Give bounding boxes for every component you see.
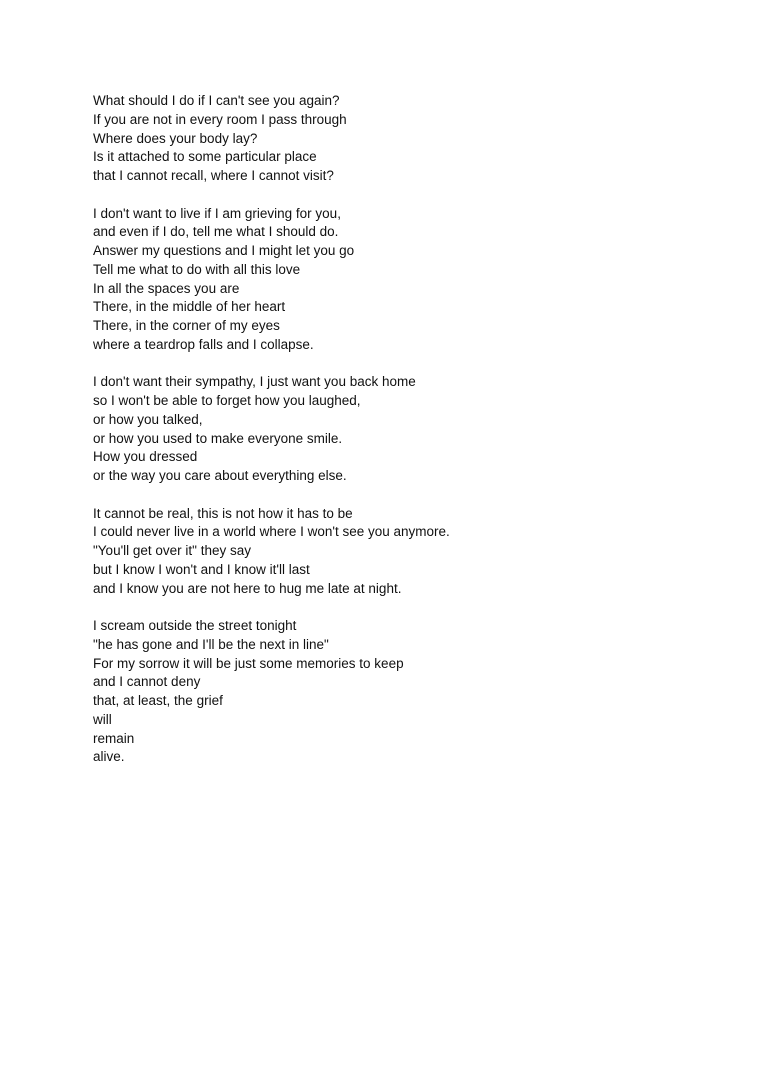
poem-line: There, in the corner of my eyes (93, 318, 280, 333)
poem-line: so I won't be able to forget how you laughed, (93, 393, 361, 408)
poem-line: For my sorrow it will be just some memories to keep (93, 655, 404, 671)
poem-line: or the way you care about everything else. (93, 468, 347, 483)
poem-line: that I cannot recall, where I cannot visit? (93, 168, 334, 183)
poem-line: Is it attached to some particular place (93, 149, 317, 165)
poem-line: and I know you are not here to hug me late at night. (93, 580, 402, 596)
poem-line: and even if I do, tell me what I should do. (93, 224, 339, 240)
poem-line: I could never live in a world where I won't see you anymore. (93, 524, 450, 540)
poem-line: It cannot be real, this is not how it has to be (93, 505, 353, 521)
poem-line: remain (93, 730, 135, 746)
poem-line: alive. (93, 749, 125, 765)
stanza-4 (93, 505, 713, 599)
poem-line: where a teardrop falls and I collapse. (93, 336, 314, 352)
poem-line: but I know I won't and I know it'll last (93, 561, 310, 577)
poem-line: How you dressed (93, 449, 198, 465)
poem-line: What should I do if I can't see you again? (93, 93, 340, 108)
stanza-2 (93, 205, 713, 355)
poem-line: I scream outside the street tonight (93, 618, 297, 633)
poem-line: In all the spaces you are (93, 280, 240, 296)
poem-line: Tell me what to do with all this love (93, 261, 301, 277)
poem-line: will (93, 711, 112, 727)
stanza-3 (93, 373, 713, 486)
poem-line: If you are not in every room I pass through (93, 111, 347, 127)
poem-line: Where does your body lay? (93, 130, 258, 146)
poem-line: Answer my questions and I might let you go (93, 243, 355, 258)
poem-line: "he has gone and I'll be the next in line" (93, 636, 329, 652)
poem-line: and I cannot deny (93, 674, 201, 690)
stanza-1 (93, 92, 713, 186)
poem-line: I don't want their sympathy, I just want you back home (93, 374, 416, 390)
poem-line: that, at least, the grief (93, 693, 223, 708)
stanza-5 (93, 617, 713, 767)
poem-body (93, 92, 713, 786)
poem-line: "You'll get over it" they say (93, 543, 251, 558)
poem-line: or how you talked, (93, 411, 203, 427)
poem-line: I don't want to live if I am grieving for you, (93, 205, 341, 221)
poem-line: There, in the middle of her heart (93, 299, 286, 315)
poem-line: or how you used to make everyone smile. (93, 430, 343, 446)
